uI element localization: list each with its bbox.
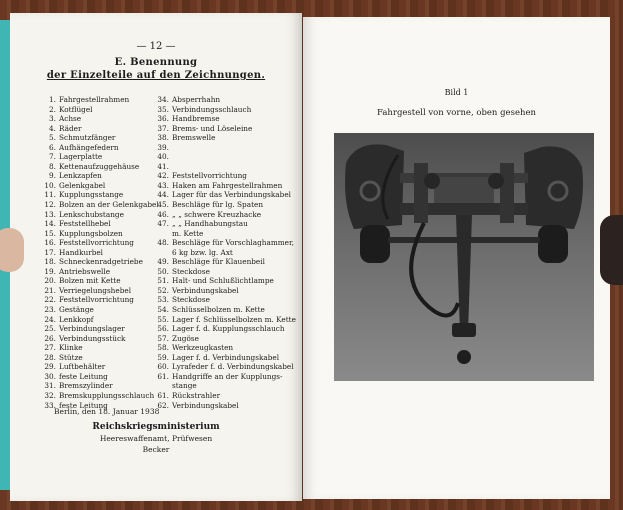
list-item: 31. Bremszylinder xyxy=(44,381,113,391)
list-item: 44. Lager für das Verbindungskabel xyxy=(157,190,291,200)
list-item: 17. Handkurbel xyxy=(44,247,104,257)
list-item: 46. „ „ schwere Kreuzhacke xyxy=(157,209,262,219)
list-item: 5. Schmutzfänger xyxy=(49,133,116,143)
list-item: 30. feste Leitung xyxy=(44,371,108,381)
list-item: 22. Feststellvorrichtung xyxy=(44,295,134,305)
list-item: 23. Gestänge xyxy=(44,305,94,315)
list-item: 6 kg bzw. lg. Axt xyxy=(172,247,233,257)
list-item: 19. Antriebswelle xyxy=(44,266,111,276)
list-item: 4. Räder xyxy=(49,123,82,133)
list-item: 47. „ „ Handhabungstau xyxy=(157,219,248,229)
list-item: 53. Steckdose xyxy=(157,295,210,305)
list-item: 24. Lenkkopf xyxy=(44,314,94,324)
list-item: 54. Schlüsselbolzen m. Kette xyxy=(157,305,265,315)
list-item: 38. Bremswelle xyxy=(157,133,216,143)
list-item: 42. Feststellvorrichtung xyxy=(157,171,247,181)
list-item: 49. Beschläge für Klauenbeil xyxy=(157,257,265,267)
list-item: 45. Beschläge für lg. Spaten xyxy=(157,200,264,210)
figure-caption: Fahrgestell von vorne, oben gesehen xyxy=(377,108,536,118)
list-item: 36. Handbremse xyxy=(157,114,220,124)
list-item: 28. Stütze xyxy=(44,352,83,362)
list-item: 25. Verbindungslager xyxy=(44,324,125,334)
left-thumb xyxy=(0,228,24,272)
list-item: 15. Kupplungsbolzen xyxy=(44,228,123,238)
list-item: 16. Feststellvorrichtung xyxy=(44,238,134,248)
list-item: 27. Klinke xyxy=(44,343,83,353)
list-item: stange xyxy=(172,381,197,391)
list-item: 10. Gelenkgabel xyxy=(44,180,106,190)
list-item: 2. Kotflügel xyxy=(49,104,93,114)
list-item: 6. Aufhängefedern xyxy=(49,142,119,152)
right-thumb xyxy=(600,215,623,285)
list-item: 61. Handgriffe an der Kupplungs- xyxy=(157,371,283,381)
list-item: 39. xyxy=(157,142,169,152)
list-item: 55. Lager f. Schlüsselbolzen m. Kette xyxy=(157,314,296,324)
list-item: 61. Rückstrahler xyxy=(157,390,221,400)
page-number: — 12 — xyxy=(136,41,176,52)
list-item: 7. Lagerplatte xyxy=(49,152,103,162)
list-item: 20. Bolzen mit Kette xyxy=(44,276,121,286)
date-line: Berlin, den 18. Januar 1938 xyxy=(54,407,160,416)
trailer-chassis-illustration xyxy=(334,133,594,381)
parts-list-column-1 xyxy=(38,95,160,410)
list-item: 14. Feststellhebel xyxy=(44,219,111,229)
list-item: m. Kette xyxy=(172,228,204,238)
list-item: 60. Lyrafeder f. d. Verbindungskabel xyxy=(157,362,294,372)
list-item: 32. Bremskupplungsschlauch xyxy=(44,390,155,400)
list-item: 41. xyxy=(157,161,169,171)
list-item: 34. Absperrhahn xyxy=(157,95,221,104)
list-item: 26. Verbindungsstück xyxy=(44,333,126,343)
parts-list-column-2 xyxy=(151,95,301,410)
chassis-photo xyxy=(334,133,594,381)
list-item: 57. Zugöse xyxy=(157,333,199,343)
figure-label: Bild 1 xyxy=(444,88,469,97)
office-name: Heereswaffenamt, Prüfwesen xyxy=(99,434,213,443)
list-item: 13. Lenkschubstange xyxy=(44,209,124,219)
list-item: 40. xyxy=(157,152,169,162)
list-item: 37. Brems- und Löseleine xyxy=(157,123,253,133)
list-item: 33. feste Leitung xyxy=(44,400,108,410)
list-item: 56. Lager f. d. Kupplungsschlauch xyxy=(157,324,285,334)
left-page xyxy=(10,13,302,501)
list-item: 35. Verbindungsschlauch xyxy=(157,104,252,114)
list-item: 8. Kettenaufzuggehäuse xyxy=(49,161,140,171)
list-item: 21. Verriegelungshebel xyxy=(44,285,132,295)
list-item: 59. Lager f. d. Verbindungskabel xyxy=(157,352,280,362)
list-item: 12. Bolzen an der Gelenkgabel xyxy=(44,200,159,210)
list-item: 29. Luftbehälter xyxy=(44,362,106,372)
list-item: 43. Haken am Fahrgestellrahmen xyxy=(157,180,283,190)
list-item: 18. Schneckenradgetriebe xyxy=(44,257,143,267)
list-item: 3. Achse xyxy=(49,114,82,124)
list-item: 1. Fahrgestellrahmen xyxy=(49,95,130,104)
list-item: 52. Verbindungskabel xyxy=(157,285,239,295)
list-item: 50. Steckdose xyxy=(157,266,210,276)
section-subheading: der Einzelteile auf den Zeichnungen. xyxy=(46,70,266,81)
list-item: 62. Verbindungskabel xyxy=(157,400,239,410)
list-item: 9. Lenkzapfen xyxy=(49,171,102,181)
list-item: 11. Kupplungsstange xyxy=(44,190,124,200)
section-heading: E. Benennung xyxy=(114,57,198,68)
list-item: 51. Halt- und Schlußlichtlampe xyxy=(157,276,274,286)
ministry-name: Reichskriegsministerium xyxy=(92,422,220,432)
right-page xyxy=(303,17,610,499)
list-item: 48. Beschläge für Vorschlaghammer, xyxy=(157,238,294,248)
signature: Becker xyxy=(142,445,170,454)
list-item: 58. Werkzeugkasten xyxy=(157,343,234,353)
